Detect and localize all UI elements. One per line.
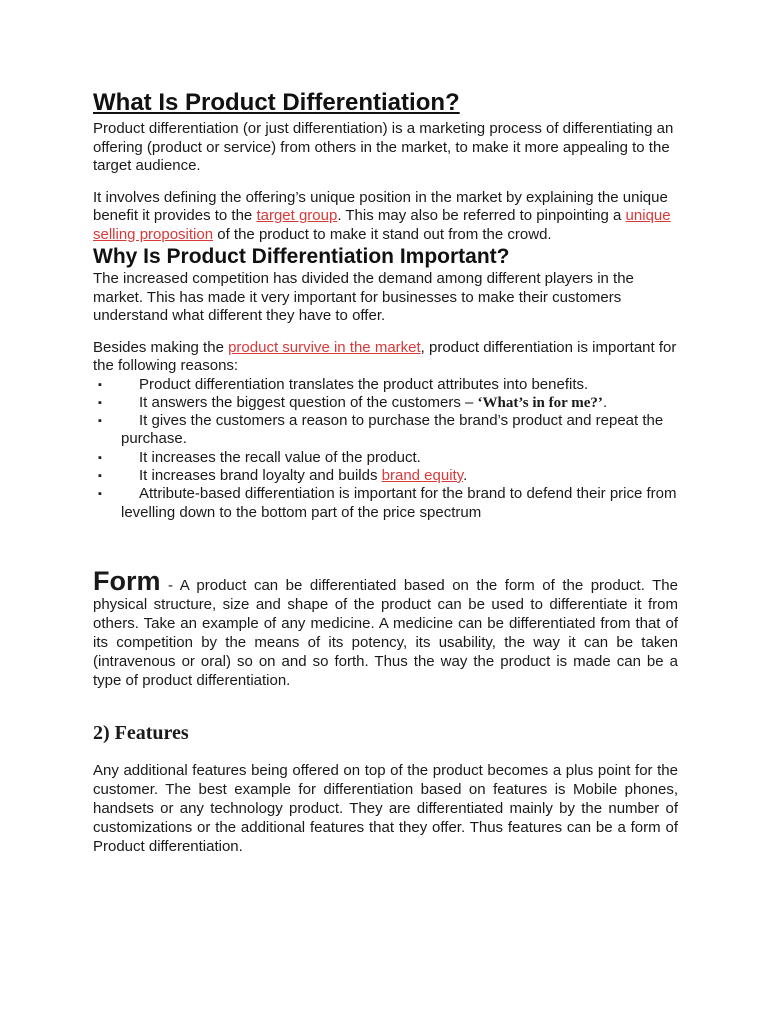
bullet-icon: ▪ (98, 396, 102, 409)
section-title-why-important: Why Is Product Differentiation Important? (93, 245, 510, 268)
text-fragment: - (160, 576, 180, 594)
bullet-icon: ▪ (98, 469, 102, 482)
list-item-text: It increases the recall value of the product. (139, 448, 421, 466)
list-item (93, 449, 678, 467)
list-item (93, 467, 678, 485)
link-brand-equity[interactable]: brand equity (381, 466, 464, 484)
list-item (93, 394, 678, 412)
list-item (93, 485, 678, 522)
bullet-icon: ▪ (98, 378, 102, 391)
text-fragment: It answers the biggest question of the customers – (139, 393, 478, 411)
text-fragment: of the product to make it stand out from the crowd. (213, 225, 552, 243)
list-item-text (121, 394, 607, 411)
list-item-text: It gives the customers a reason to purchase the brand’s product and repeat the purchase. (121, 412, 664, 448)
heading-form: Form (93, 565, 161, 596)
heading-features: 2) Features (93, 721, 189, 744)
link-target-group[interactable]: target group (256, 207, 338, 224)
list-item-text: Product differentiation translates the product attributes into benefits. (139, 375, 589, 393)
text-fragment: , product differentiation is important for the following reasons: (93, 338, 677, 374)
text-fragment: A product can be differentiated based on the form of the product. The physical structure, size and shape of the product can be used to differentiate it from others. Take an example of any medicine. A medicine can be differentiated from that of its competition by the means of its potency, its usability, the way it can be taken (intravenous or oral) so on and so forth. Thus the way the product is made can be a type of product differentiation. (93, 576, 678, 689)
paragraph-definition: Product differentiation (or just differentiation) is a marketing process of differentiating an offering (product or service) from others in the market, to make it more appealing to the target audience. (93, 120, 674, 174)
bullet-icon: ▪ (98, 451, 102, 464)
list-item-text (121, 467, 467, 484)
link-unique-selling-proposition[interactable]: unique selling proposition (93, 207, 671, 243)
list-item (93, 376, 678, 394)
text-fragment: It involves defining the offering’s unique position in the market by explaining the unique benefit it provides to the (93, 188, 668, 224)
list-item (93, 412, 678, 449)
text-fragment: . (463, 466, 468, 484)
reasons-list (93, 376, 678, 522)
bullet-icon: ▪ (98, 415, 102, 428)
quote-whats-in-for-me: ‘What’s in for me?’ (477, 394, 603, 411)
bullet-icon: ▪ (98, 488, 102, 501)
list-item-text: Attribute-based differentiation is important for the brand to defend their price from levelling down to the bottom part of the price spectrum (121, 485, 677, 521)
text-fragment: Besides making the (93, 338, 229, 356)
text-fragment: . (602, 393, 608, 411)
paragraph-form (93, 565, 678, 690)
paragraph-features: Any additional features being offered on top of the product becomes a plus point for the customer. The best example for differentiation based on features is Mobile phones, handsets or any technology product. They are differentiated mainly by the number of customizations or the additional features that they offer. Thus features can be a form of Product differentiation. (93, 761, 678, 855)
paragraph-position (93, 189, 678, 245)
text-fragment: . This may also be referred to pinpointing a (337, 207, 626, 224)
document-page (93, 86, 678, 856)
paragraph-reasons-intro (93, 339, 678, 376)
paragraph-competition: The increased competition has divided the demand among different players in the market. This has made it very important for businesses to make their customers understand what different they have to offer. (93, 270, 634, 324)
section-title-what-is: What Is Product Differentiation? (93, 89, 460, 116)
text-fragment: It increases brand loyalty and builds (139, 466, 382, 484)
link-product-survive[interactable]: product survive in the market (228, 338, 421, 356)
